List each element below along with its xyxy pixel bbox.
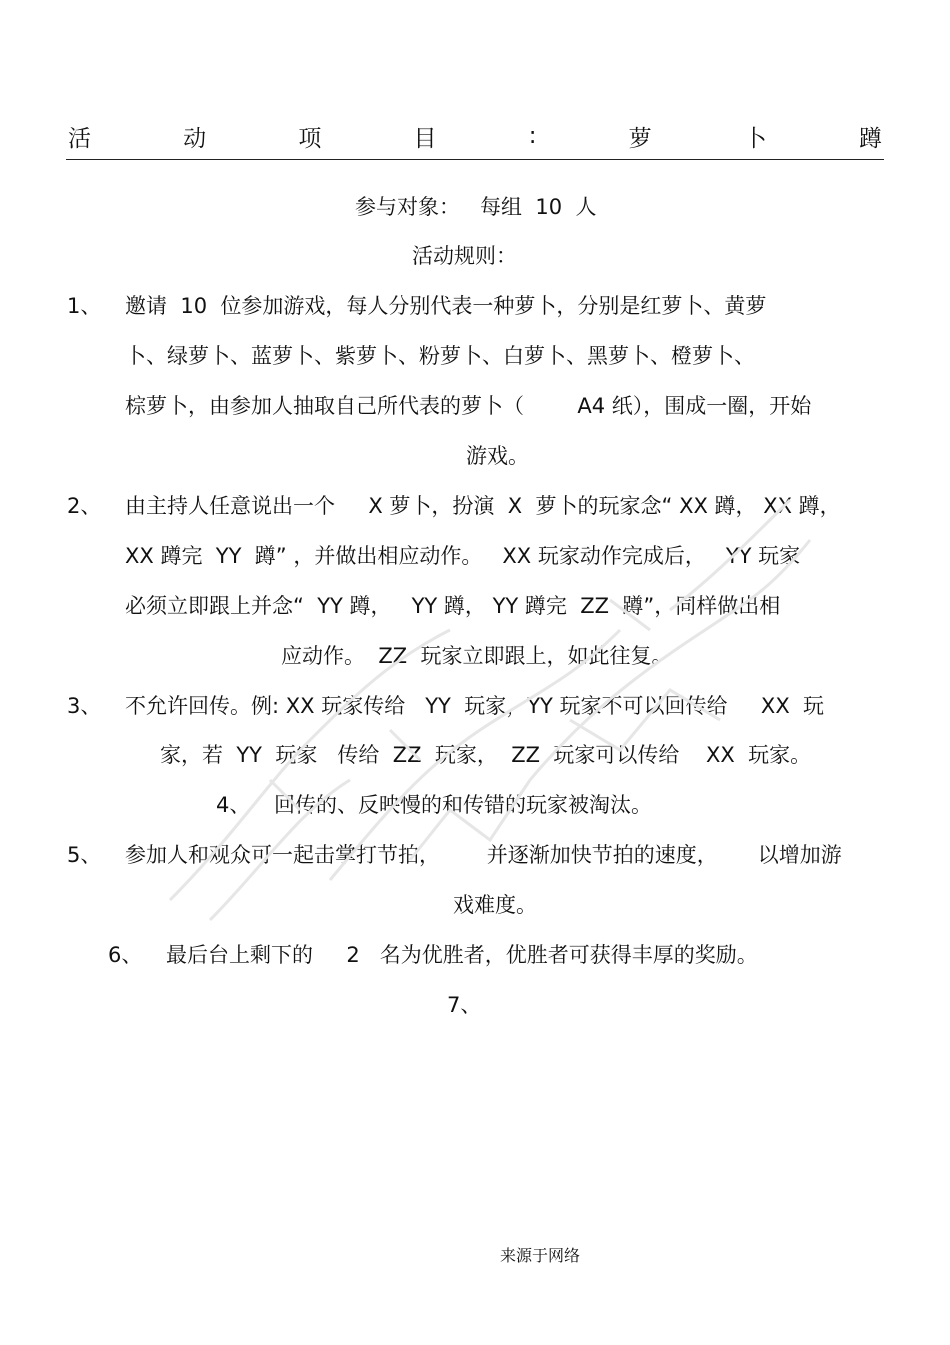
rule-text-line: 卜、绿萝卜、蓝萝卜、紫萝卜、粉萝卜、白萝卜、黑萝卜、橙萝卜、 bbox=[125, 344, 755, 368]
title-char: : bbox=[528, 123, 537, 149]
rule-text-line: 应动作。 ZZ 玩家立即跟上，如此往复。 bbox=[281, 644, 673, 668]
title-char: 卜 bbox=[743, 125, 767, 152]
rule-text-line: 邀请 10 位参加游戏，每人分别代表一种萝卜，分别是红萝卜、黄萝 bbox=[125, 294, 767, 318]
rule-number: 7、 bbox=[447, 993, 482, 1017]
rules-heading: 活动规则： bbox=[412, 244, 517, 268]
rule-text-line: 最后台上剩下的 2 名为优胜者，优胜者可获得丰厚的奖励。 bbox=[166, 943, 758, 967]
source-note: 来源于网络 bbox=[500, 1246, 581, 1265]
rule-text-line: 必须立即跟上并念“ YY 蹲， YY 蹲， YY 蹲完 ZZ 蹲”，同样做出相 bbox=[125, 594, 781, 618]
rule-number: 5、 bbox=[67, 843, 102, 867]
rule-text-line: 家，若 YY 玩家 传给 ZZ 玩家， ZZ 玩家可以传给 XX 玩家。 bbox=[160, 743, 812, 767]
title-char: 动 bbox=[183, 125, 207, 152]
rule-number: 4、 bbox=[216, 793, 251, 817]
document-title bbox=[68, 118, 882, 154]
rule-number: 6、 bbox=[108, 943, 143, 967]
rule-text-line: XX 蹲完 YY 蹲” ，并做出相应动作。 XX 玩家动作完成后， YY 玩家 bbox=[125, 544, 801, 568]
rule-text-line: 游戏。 bbox=[466, 444, 529, 468]
rule-text-line: 戏难度。 bbox=[453, 893, 537, 917]
title-char: 活 bbox=[68, 125, 91, 152]
rule-text-line: 棕萝卜，由参加人抽取自己所代表的萝卜（ A4 纸），围成一圈，开始 bbox=[125, 394, 812, 418]
rule-number: 1、 bbox=[67, 294, 102, 318]
rule-number: 3、 bbox=[67, 694, 102, 718]
rule-text-line: 回传的、反映慢的和传错的玩家被淘汰。 bbox=[274, 793, 652, 817]
title-char: 萝 bbox=[628, 125, 652, 152]
rule-number: 2、 bbox=[67, 494, 102, 518]
rule-text-line: 参加人和观众可一起击掌打节拍， 并逐渐加快节拍的速度， 以增加游 bbox=[125, 843, 842, 867]
title-char: 目 bbox=[413, 125, 437, 152]
rule-text-line: 由主持人任意说出一个 X 萝卜，扮演 X 萝卜的玩家念“ XX 蹲， XX 蹲， bbox=[125, 494, 841, 518]
rule-text-line: 不允许回传。例: XX 玩家传给 YY 玩家，YY 玩家不可以回传给 XX 玩 bbox=[125, 694, 825, 718]
title-char: 蹲 bbox=[858, 125, 882, 152]
title-char: 项 bbox=[298, 125, 322, 152]
title-divider bbox=[66, 159, 884, 160]
participants-line: 参与对象： 每组 10 人 bbox=[355, 195, 597, 219]
